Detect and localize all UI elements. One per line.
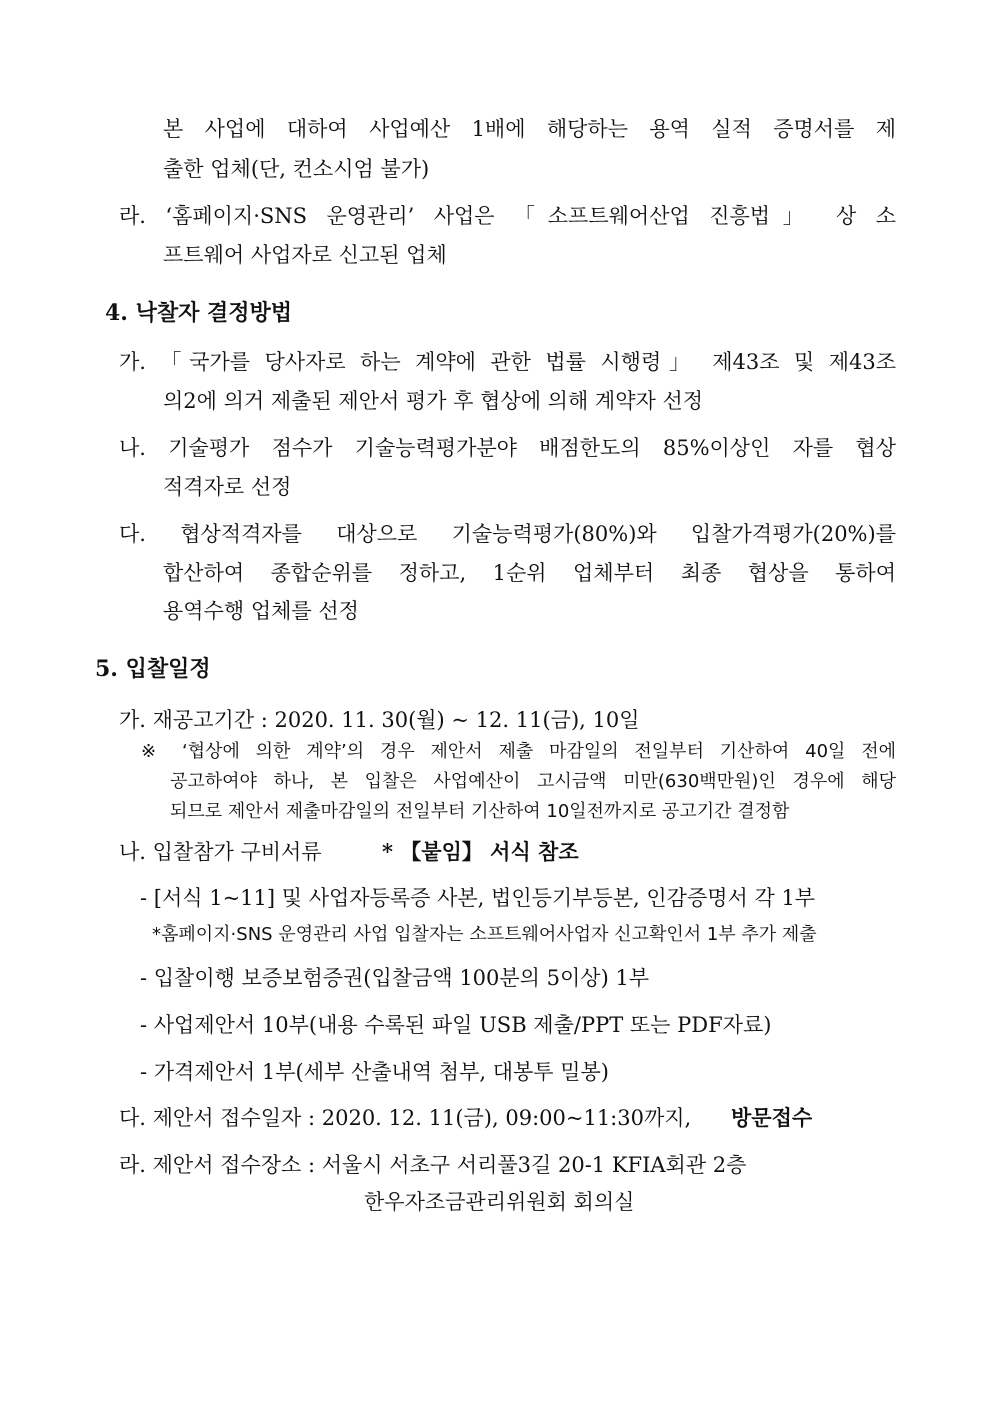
section-heading: 5. 입찰일정: [95, 656, 211, 682]
paragraph-line: 가. 재공고기간 : 2020. 11. 30(월) ~ 12. 11(금), 10일: [119, 708, 640, 732]
attachment-reference: * 【붙임】 서식 참조: [382, 839, 579, 864]
emphasis-text: 방문접수: [731, 1105, 813, 1130]
paragraph-line: 한우자조금관리위원회 회의실: [364, 1190, 635, 1214]
note-line: ※ ‘협상에 의한 계약’의 경우 제안서 제출 마감일의 전일부터 기산하여 40일 전에: [141, 741, 896, 762]
list-item: - 입찰이행 보증보험증권(입찰금액 100분의 5이상) 1부: [140, 966, 650, 990]
section-heading: 4. 낙찰자 결정방법: [105, 300, 293, 326]
paragraph-line: 본 사업에 대하여 사업예산 1배에 해당하는 용역 실적 증명서를 제: [163, 117, 896, 141]
paragraph-line: 가. 「국가를 당사자로 하는 계약에 관한 법률 시행령」 제43조 및 제43조: [119, 350, 896, 374]
paragraph-line: 합산하여 종합순위를 정하고, 1순위 업체부터 최종 협상을 통하여: [163, 561, 896, 585]
note-line: *홈페이지·SNS 운영관리 사업 입찰자는 소프트웨어사업자 신고확인서 1부 추가 제출: [152, 924, 817, 945]
note-line: 공고하여야 하나, 본 입찰은 사업예산이 고시금액 미만(630백만원)인 경우에 해당: [170, 771, 896, 792]
paragraph-line: 의2에 의거 제출된 제안서 평가 후 협상에 의해 계약자 선정: [163, 389, 704, 413]
paragraph-line: 나. 입찰참가 구비서류: [119, 840, 322, 864]
paragraph-line: 용역수행 업체를 선정: [163, 599, 359, 623]
paragraph-line: 라. 제안서 접수장소 : 서울시 서초구 서리풀3길 20-1 KFIA회관 2층: [119, 1153, 747, 1177]
list-item: - [서식 1~11] 및 사업자등록증 사본, 법인등기부등본, 인감증명서 각 1부: [140, 886, 816, 910]
paragraph-line: 프트웨어 사업자로 신고된 업체: [163, 243, 447, 267]
paragraph-line: 나. 기술평가 점수가 기술능력평가분야 배점한도의 85%이상인 자를 협상: [119, 436, 896, 460]
paragraph-line: 라. ‘홈페이지·SNS 운영관리’ 사업은 「소프트웨어산업 진흥법」 상 소: [119, 204, 896, 228]
paragraph-line: 출한 업체(단, 컨소시엄 불가): [163, 157, 430, 181]
paragraph-line: 다. 협상적격자를 대상으로 기술능력평가(80%)와 입찰가격평가(20%)를: [119, 522, 896, 546]
list-item: - 가격제안서 1부(세부 산출내역 첨부, 대봉투 밀봉): [140, 1060, 610, 1084]
paragraph-line: 다. 제안서 접수일자 : 2020. 12. 11(금), 09:00~11:30까지,: [119, 1106, 692, 1130]
list-item: - 사업제안서 10부(내용 수록된 파일 USB 제출/PPT 또는 PDF자료): [140, 1013, 772, 1037]
note-line: 되므로 제안서 제출마감일의 전일부터 기산하여 10일전까지로 공고기간 결정함: [170, 801, 790, 822]
paragraph-line: 적격자로 선정: [163, 475, 292, 499]
